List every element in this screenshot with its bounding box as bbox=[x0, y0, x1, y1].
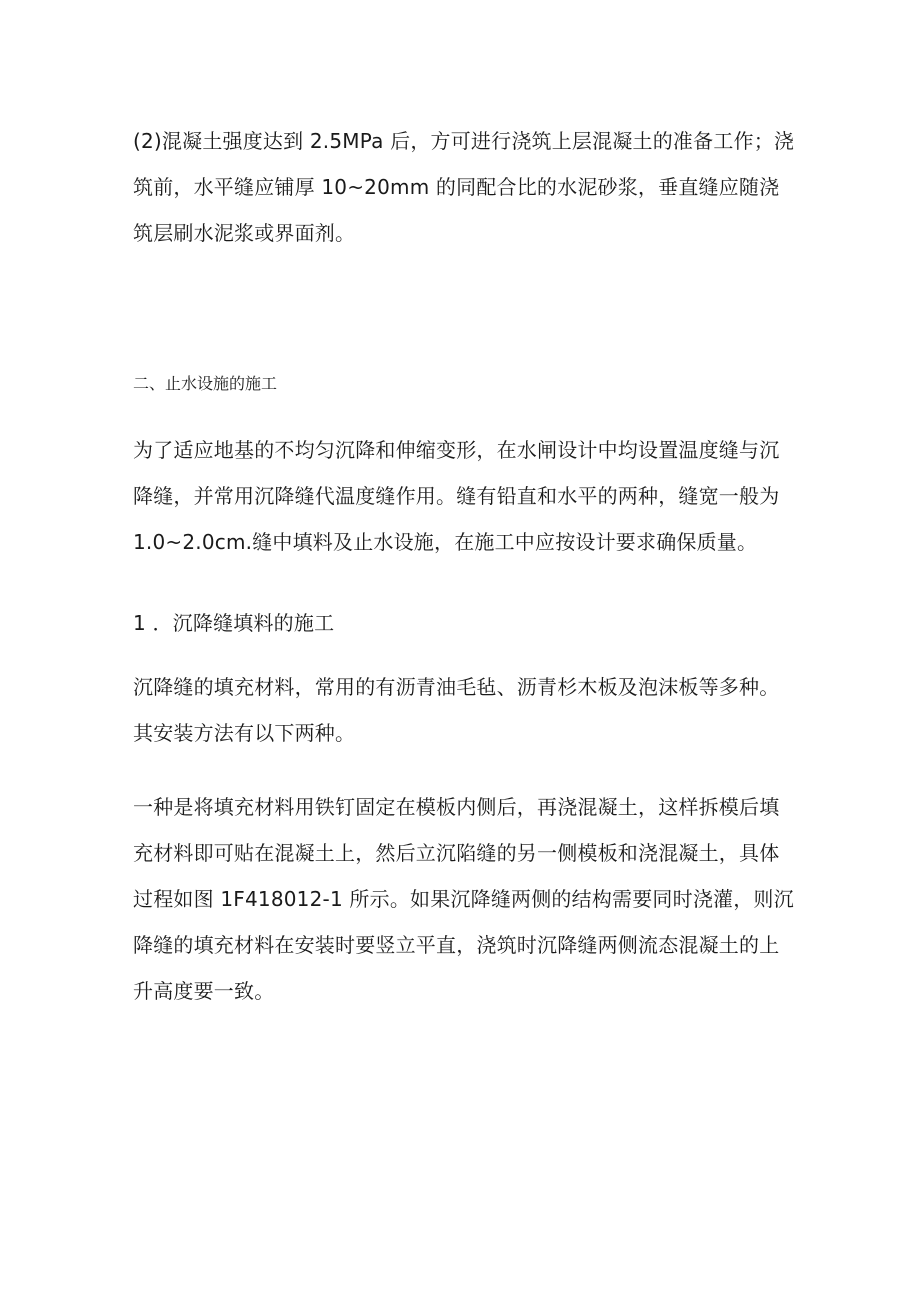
paragraph-concrete-strength: (2)混凝土强度达到 2.5MPa 后，方可进行浇筑上层混凝土的准备工作；浇筑前，水平缝应铺厚 10~20mm 的同配合比的水泥砂浆，垂直缝应随浇筑层刷水泥浆或界面剂。 bbox=[133, 129, 795, 245]
paragraph-settlement-joints: 为了适应地基的不均匀沉降和伸缩变形，在水闸设计中均设置温度缝与沉降缝，并常用沉降缝代温度缝作用。缝有铅直和水平的两种，缝宽一般为1.0~2.0cm.缝中填料及止水设施，在施工中应按设计要求确保质量。 bbox=[133, 438, 780, 554]
paragraph-filler-materials: 沉降缝的填充材料，常用的有沥青油毛毡、沥青杉木板及泡沫板等多种。其安装方法有以下两种。 bbox=[133, 675, 780, 745]
paragraph-installation-method: 一种是将填充材料用铁钉固定在模板内侧后，再浇混凝土，这样拆模后填充材料即可贴在混凝土上，然后立沉陷缝的另一侧模板和浇混凝土，具体过程如图 1F418012-1 所示。如果沉降缝两侧的结构需要同时浇灌，则沉降缝的填充材料在安装时要竖立平直，浇筑时沉降缝两侧流态混凝土的上升高度要一致。 bbox=[133, 795, 794, 1003]
subheading-joint-filler: 1 ．沉降缝填料的施工 bbox=[133, 611, 335, 635]
section-heading-waterstop: 二、止水设施的施工 bbox=[133, 374, 278, 393]
